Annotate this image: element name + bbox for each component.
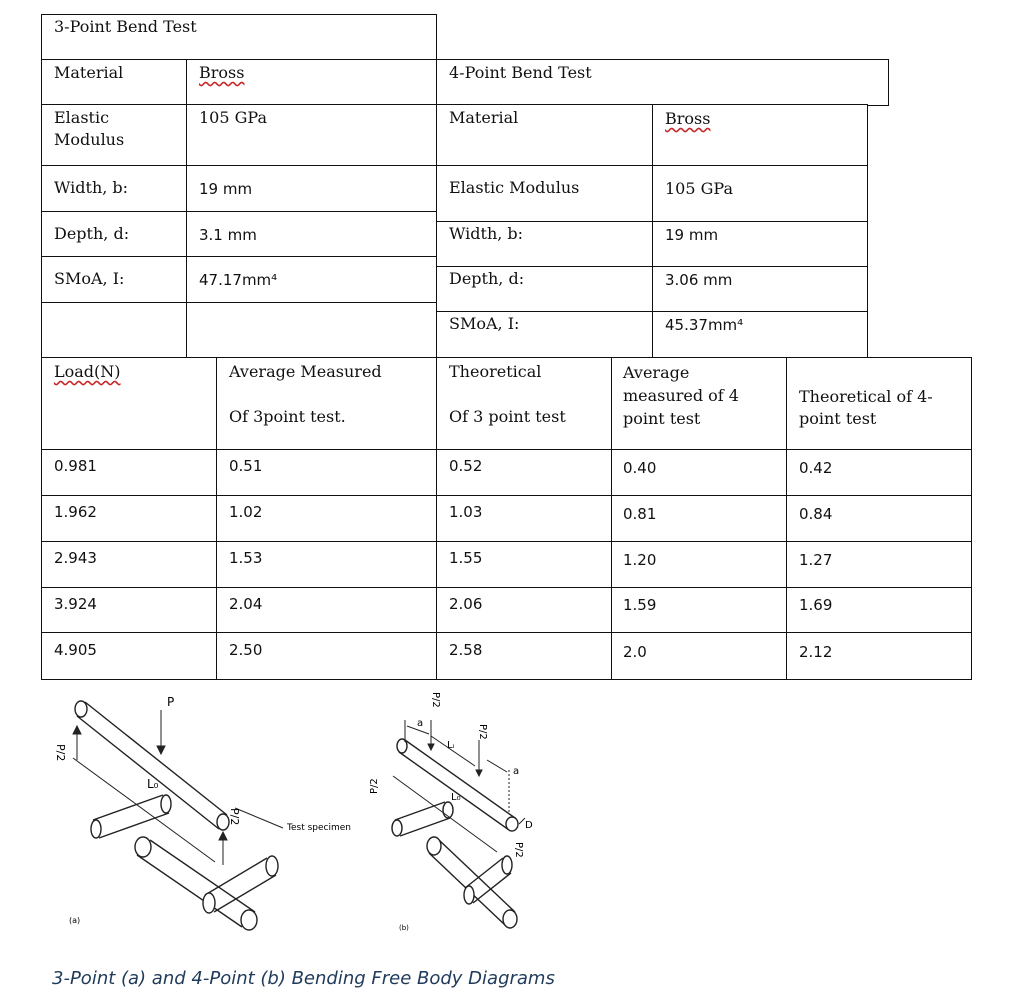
fig-a-p-label: P bbox=[167, 695, 175, 709]
four-point-label-smoa: SMoA, I: bbox=[449, 314, 520, 333]
four-point-value-smoa: 45.37mm⁴ bbox=[665, 316, 744, 334]
row3-theo4: 1.27 bbox=[799, 551, 833, 569]
three-point-value-depth: 3.1 mm bbox=[199, 226, 257, 244]
four-point-label-depth: Depth, d: bbox=[449, 269, 525, 288]
fig-b-a-label: a bbox=[417, 718, 424, 729]
figure-caption: 3-Point (a) and 4-Point (b) Bending Free Body Diagrams bbox=[52, 968, 555, 989]
fig-b-d-label: D bbox=[525, 820, 533, 831]
four-point-label-modulus: Elastic Modulus bbox=[449, 178, 580, 197]
fig-b-p-half-bottom: P/2 bbox=[513, 842, 524, 858]
fig-b-p-half-mid: P/2 bbox=[477, 724, 488, 740]
four-point-title: 4-Point Bend Test bbox=[449, 63, 592, 82]
fig-b-l0-label: L₀ bbox=[451, 792, 461, 803]
header-avg4: Average measured of 4 point test bbox=[623, 363, 739, 428]
fig-b-p-half-top: P/2 bbox=[430, 692, 441, 708]
three-point-label-width: Width, b: bbox=[54, 178, 129, 197]
header-avg3-line1: Average Measured bbox=[229, 362, 382, 381]
row5-theo3: 2.58 bbox=[449, 641, 483, 659]
fig-a-test-specimen: Test specimen bbox=[287, 823, 351, 833]
three-point-label-smoa: SMoA, I: bbox=[54, 269, 125, 288]
row3-load: 2.943 bbox=[54, 549, 97, 567]
row1-avg3: 0.51 bbox=[229, 457, 263, 475]
fig-a-l0-label: L₀ bbox=[147, 777, 159, 791]
fig-b-li-label: Lᵢ bbox=[447, 740, 455, 751]
row3-theo3: 1.55 bbox=[449, 549, 483, 567]
three-point-value-width: 19 mm bbox=[199, 180, 253, 198]
fig-a-right-p-half: P/2 bbox=[228, 808, 241, 826]
row4-avg4: 1.59 bbox=[623, 596, 657, 614]
fig-b-a-label-right: a bbox=[513, 766, 520, 777]
fig-b-panel-label: (b) bbox=[399, 924, 409, 932]
header-theo3-line2: Of 3 point test bbox=[449, 407, 566, 426]
row4-load: 3.924 bbox=[54, 595, 97, 613]
header-theo4: Theoretical of 4-point test bbox=[799, 387, 933, 428]
four-point-bend-diagram bbox=[369, 690, 575, 945]
row1-theo4: 0.42 bbox=[799, 459, 833, 477]
row4-avg3: 2.04 bbox=[229, 595, 263, 613]
row2-load: 1.962 bbox=[54, 503, 97, 521]
row1-avg4: 0.40 bbox=[623, 459, 657, 477]
fig-a-panel-label: (a) bbox=[69, 916, 81, 925]
row3-avg4: 1.20 bbox=[623, 551, 657, 569]
four-point-label-width: Width, b: bbox=[449, 224, 524, 243]
row5-avg3: 2.50 bbox=[229, 641, 263, 659]
row2-theo4: 0.84 bbox=[799, 505, 833, 523]
row2-theo3: 1.03 bbox=[449, 503, 483, 521]
four-point-value-width: 19 mm bbox=[665, 226, 719, 244]
header-avg3-line2: Of 3point test. bbox=[229, 407, 346, 426]
four-point-value-material: Bross bbox=[665, 109, 711, 128]
row1-load: 0.981 bbox=[54, 457, 97, 475]
row1-theo3: 0.52 bbox=[449, 457, 483, 475]
three-point-label-material: Material bbox=[54, 63, 124, 82]
row2-avg3: 1.02 bbox=[229, 503, 263, 521]
row4-theo3: 2.06 bbox=[449, 595, 483, 613]
three-point-value-smoa: 47.17mm⁴ bbox=[199, 271, 278, 289]
row5-avg4: 2.0 bbox=[623, 643, 647, 661]
row2-avg4: 0.81 bbox=[623, 505, 657, 523]
three-point-value-material: Bross bbox=[199, 63, 245, 82]
four-point-value-modulus: 105 GPa bbox=[665, 179, 733, 198]
three-point-title: 3-Point Bend Test bbox=[54, 17, 197, 36]
three-point-label-modulus: Elastic Modulus bbox=[54, 108, 125, 149]
three-point-value-modulus: 105 GPa bbox=[199, 108, 267, 127]
three-point-bend-diagram bbox=[55, 690, 375, 945]
four-point-label-material: Material bbox=[449, 108, 519, 127]
header-theo3-line1: Theoretical bbox=[449, 362, 542, 381]
fig-b-p-half-left: P/2 bbox=[369, 778, 380, 794]
row3-avg3: 1.53 bbox=[229, 549, 263, 567]
four-point-value-depth: 3.06 mm bbox=[665, 271, 733, 289]
fig-a-left-p-half: P/2 bbox=[54, 744, 67, 762]
header-load: Load(N) bbox=[54, 362, 121, 381]
row4-theo4: 1.69 bbox=[799, 596, 833, 614]
row5-theo4: 2.12 bbox=[799, 643, 833, 661]
three-point-label-depth: Depth, d: bbox=[54, 224, 130, 243]
row5-load: 4.905 bbox=[54, 641, 97, 659]
